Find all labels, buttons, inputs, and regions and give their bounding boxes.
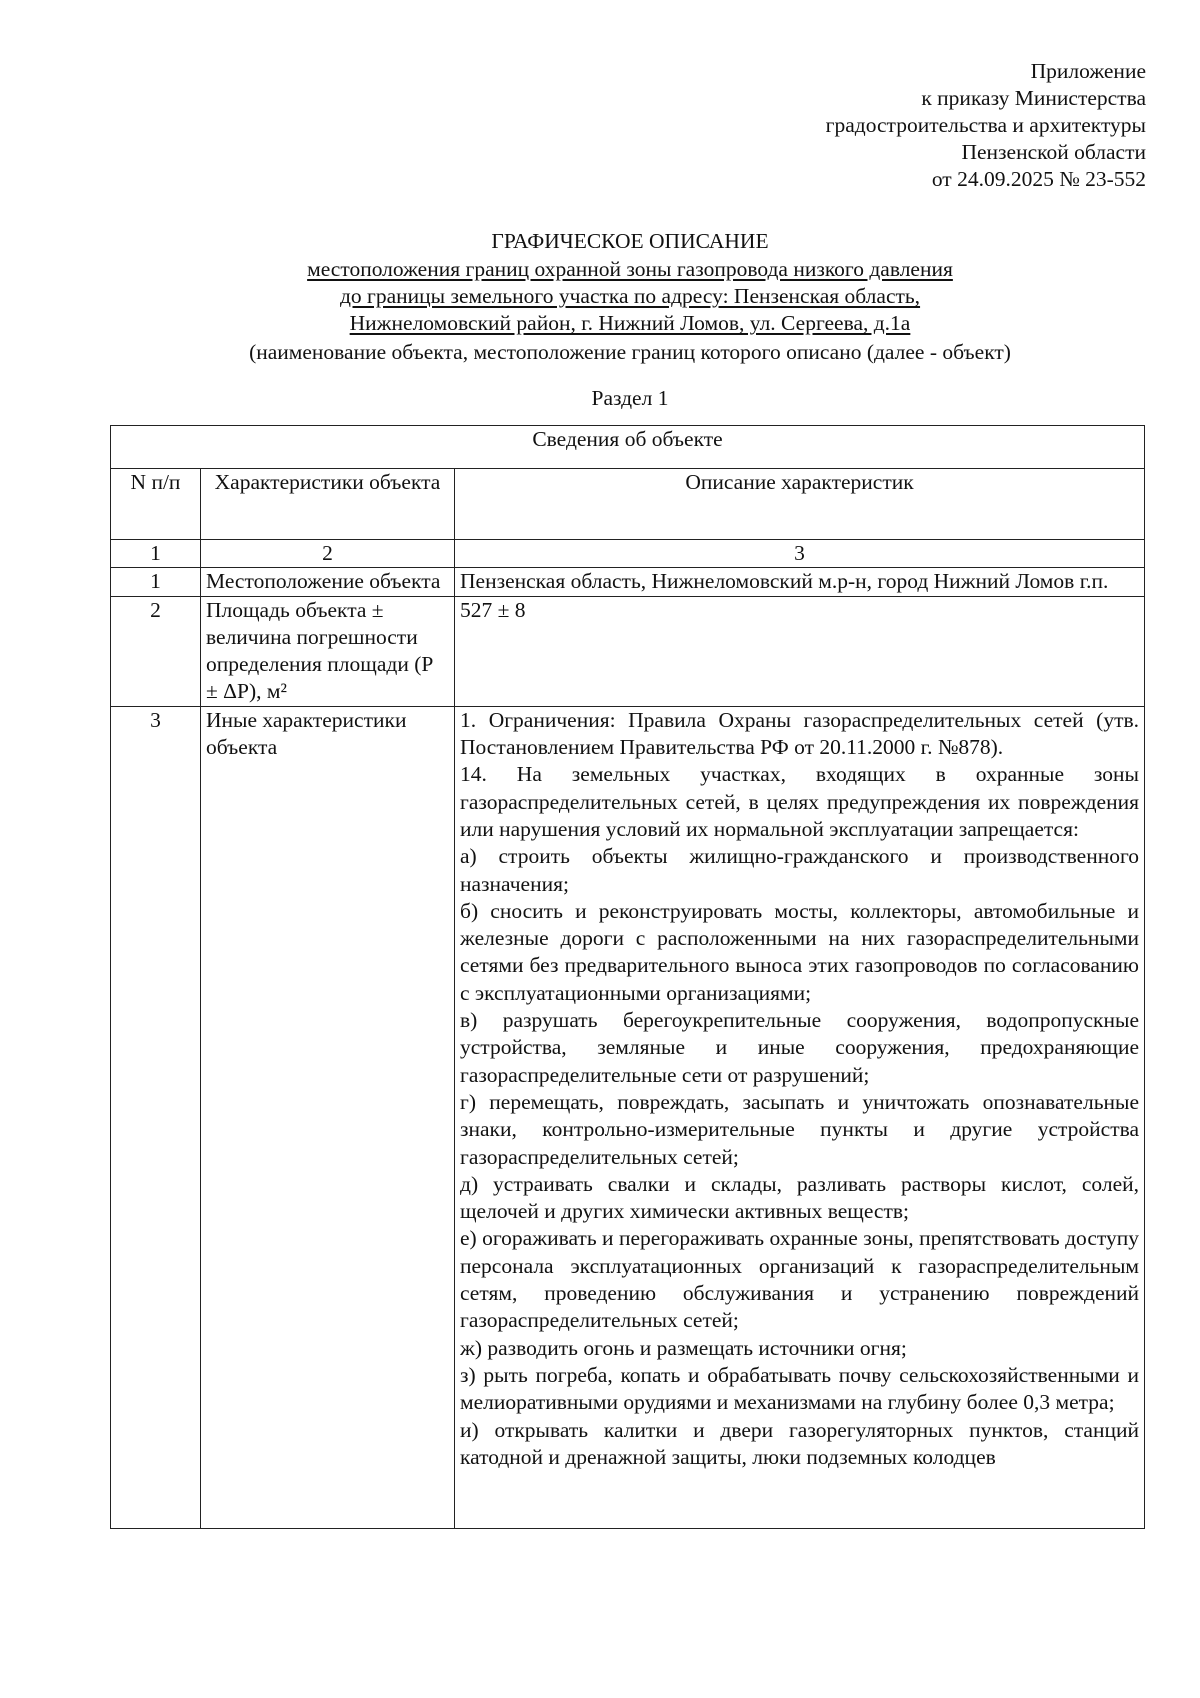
row-characteristic: Иные характеристики объекта — [201, 706, 455, 1528]
restriction-paragraph: б) сносить и реконструировать мосты, коллекторы, автомобильные и железные дороги с расположенными на них газораспределительными сетями без предварительного выноса этих газопроводов по согласованию с эксплуатационными организациями; — [460, 898, 1139, 1005]
restriction-paragraph: г) перемещать, повреждать, засыпать и уничтожать опознавательные знаки, контрольно-измерительные пункты и другие устройства газораспределительных сетей; — [460, 1089, 1139, 1169]
restriction-paragraph: е) огораживать и перегораживать охранные зоны, препятствовать доступу персонала эксплуатационных организаций к газораспределительным сетям, проведению обслуживания и устранению повреждений газораспределительных сетей; — [460, 1226, 1139, 1333]
title-block — [130, 228, 1130, 412]
column-number: 1 — [111, 540, 201, 568]
header-order-date: от 24.09.2025 № 23-552 — [931, 167, 1146, 191]
row-characteristic: Местоположение объекта — [201, 568, 455, 596]
column-number-row — [111, 540, 1145, 568]
column-number: 3 — [455, 540, 1145, 568]
row-description: 527 ± 8 — [455, 596, 1145, 706]
restriction-paragraph: в) разрушать берегоукрепительные сооружения, водопропускные устройства, земляные и иные сооружения, предохраняющие газораспределительные сети от разрушений; — [460, 1008, 1139, 1087]
table-caption-row — [111, 426, 1145, 469]
restriction-paragraph: 1. Ограничения: Правила Охраны газораспределительных сетей (утв. Постановлением Правительства РФ от 20.11.2000 г. №878). — [460, 707, 1139, 760]
row-description: Пензенская область, Нижнеломовский м.р-н, город Нижний Ломов г.п. — [455, 568, 1145, 596]
appendix-header — [826, 58, 1146, 193]
header-line: Приложение — [1030, 59, 1146, 83]
restriction-paragraph: з) рыть погреба, копать и обрабатывать почву сельскохозяйственными и мелиоративными орудиями и механизмами на глубину более 0,3 метра; — [460, 1362, 1139, 1415]
column-number: 2 — [201, 540, 455, 568]
table-row — [111, 706, 1145, 1528]
row-number: 3 — [111, 706, 201, 1528]
header-line: градостроительства и архитектуры — [825, 113, 1146, 137]
restriction-paragraph: ж) разводить огонь и размещать источники огня; — [460, 1335, 907, 1360]
table-header-row — [111, 469, 1145, 540]
object-name-line: до границы земельного участка по адресу: Пензенская область, — [339, 284, 921, 308]
restriction-paragraph: а) строить объекты жилищно-гражданского и производственного назначения; — [460, 844, 1139, 896]
restriction-paragraph: д) устраивать свалки и склады, разливать растворы кислот, солей, щелочей и других химически активных веществ; — [460, 1171, 1139, 1224]
row-characteristic: Площадь объекта ± величина погрешности определения площади (P ± ΔP), м² — [201, 596, 455, 706]
section-heading: Раздел 1 — [591, 386, 669, 410]
table-row — [111, 568, 1145, 596]
header-line: Пензенской области — [961, 140, 1146, 164]
header-cell-description: Описание характеристик — [455, 469, 1145, 540]
restriction-paragraph: и) открывать калитки и двери газорегуляторных пунктов, станций катодной и дренажной защиты, люки подземных колодцев — [460, 1417, 1139, 1469]
table-row — [111, 596, 1145, 706]
object-name-caption: (наименование объекта, местоположение границ которого описано (далее - объект) — [249, 340, 1011, 364]
table-caption: Сведения об объекте — [111, 426, 1145, 469]
row-number: 1 — [111, 568, 201, 596]
row-number: 2 — [111, 596, 201, 706]
header-cell-number: N п/п — [111, 469, 201, 540]
header-line: к приказу Министерства — [921, 86, 1146, 110]
row-description — [455, 706, 1145, 1528]
restrictions-text — [460, 707, 1139, 1528]
object-info-table — [110, 425, 1145, 1529]
restriction-paragraph: 14. На земельных участках, входящих в охранные зоны газораспределительных сетей, в целях предупреждения их повреждения или нарушения условий их нормальной эксплуатации запрещается: — [460, 762, 1139, 841]
object-name-line: местоположения границ охранной зоны газопровода низкого давления — [307, 257, 953, 281]
document-title: ГРАФИЧЕСКОЕ ОПИСАНИЕ — [491, 229, 769, 253]
header-cell-characteristic: Характеристики объекта — [201, 469, 455, 540]
object-name-line: Нижнеломовский район, г. Нижний Ломов, ул. Сергеева, д.1а — [349, 311, 911, 335]
